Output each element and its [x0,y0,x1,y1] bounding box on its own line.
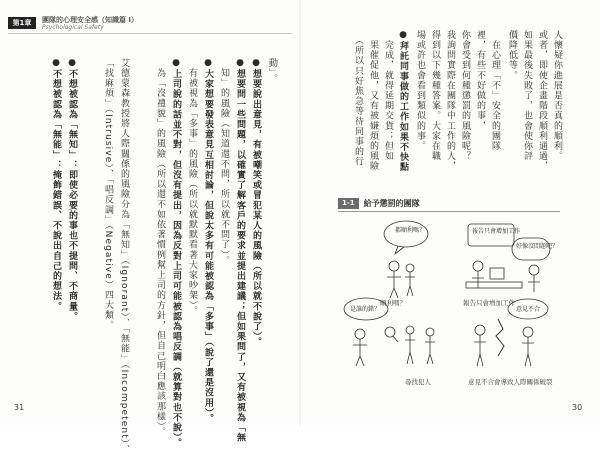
figure-caption: 報告只會增加工作 [463,299,515,307]
text-column: ●想要問一些問題，以確實了解客戶的要求並提出建議；但如果問了，又有被視為「無 [235,58,245,443]
text-column: 如果最後失敗了，也會使你評 [522,30,532,162]
figure-caption: 意見不合會導致人際關係破裂 [468,378,553,386]
monitor [490,268,504,279]
figure-caption: 順利嗎？ [380,299,406,307]
text-column: 「找麻煩」（Intrusive）、「唱反調」（Negative）四大類。 [103,58,113,331]
bubble-text: 是誰的錯？ [350,306,381,313]
speech-bubble [384,221,428,247]
page-number-right: 30 [572,403,583,412]
text-column: 知」的風險（知道還不問，所以就不問了）。 [219,58,229,266]
person-figure [523,327,533,337]
person-figure [475,325,485,335]
person-figure [355,329,365,339]
text-column: 裡，有些不好做的事， [475,30,485,131]
text-column: 我詢問實際在團隊中工作的人， [445,30,455,172]
text-column: ●拜託同事做的工作如果不快點 [398,30,408,173]
text-column: ●不想被認為「無知」：即使必要的事也不提問、不商量。 [67,58,77,322]
text-column: 你會受到何種懲罰的風險呢？ [460,30,470,162]
header-rule [8,33,292,34]
bubble-text: 都順利嗎？ [395,227,426,234]
team-punishment-illustration [338,214,562,384]
person-figure [426,328,434,336]
figure-rule [338,211,560,212]
running-head-title: 團隊的心理安全感（知識篇 I） [42,16,139,24]
figure-caption: 尋找犯人 [405,378,431,386]
person-figure [406,326,414,334]
figure-label [338,197,420,209]
text-column: ●大家想要發表意見互相討論，但說太多有可能被認為「多事」（說了還是沒用）。 [203,58,213,424]
text-column: 得到以下幾種答案。大家在職 [430,30,440,162]
text-column: 果催促他，又有被嫌煩的風險 [368,30,378,172]
figure-number: 1-1 [338,198,359,209]
bubble-text: 報告只會增加工作 [472,228,521,235]
person-figure [473,261,483,271]
page-number-left: 31 [14,403,25,412]
text-column: 動」。 [267,58,277,84]
figure-title: 給予懲罰的團隊 [363,198,420,208]
text-column: ●不想被認為「無能」：掩飾錯誤、不說出自己的想法。 [51,58,61,312]
text-column: 人懷疑你進展是否真的順利。 [552,30,562,162]
desk [466,282,522,288]
chapter-badge: 第1章 [8,17,36,29]
text-column: 完成，就得延期交貨；但如 [383,30,393,162]
person-figure [389,261,399,271]
book-gutter [299,0,301,426]
text-column: ●想要說出意見，有被嘲笑或冒犯某人的風險（所以就不說了）。 [251,58,261,348]
text-column: 有被視為「多事」的風險（所以就默默看著大家吵架）。 [187,58,197,317]
person-figure [529,265,539,275]
text-column: 價降低等。 [507,30,517,81]
text-column: ●上司說的話並不對，但沒有提出，因為反對上司可能被認為唱反調（就算對也不說）。 [171,58,181,449]
text-column: 或者，即使企畫階段順利通過， [537,30,547,172]
text-column: 場或許也會看到類似的事。 [415,30,425,152]
text-column: 為「沒禮貌」的風險（所以還不如依著慣例幫上司的方針，但自己明白應該那樣）。 [155,58,165,438]
bubble-text: 意見不合 [516,306,541,313]
magnifier [385,327,395,337]
running-head-subtitle: Psychological Safety [42,24,104,31]
bubble-text: 好像沒問題吧？ [516,243,559,250]
text-column: 在心理「不」安全的團隊 [490,30,500,152]
text-column: （所以只好焦急等待同事的行 [353,30,363,167]
text-column: 艾德蒙森教授將人際關係的風險分為「無知」（Ignorant）、「無能」（Incompetent）、 [119,58,129,455]
